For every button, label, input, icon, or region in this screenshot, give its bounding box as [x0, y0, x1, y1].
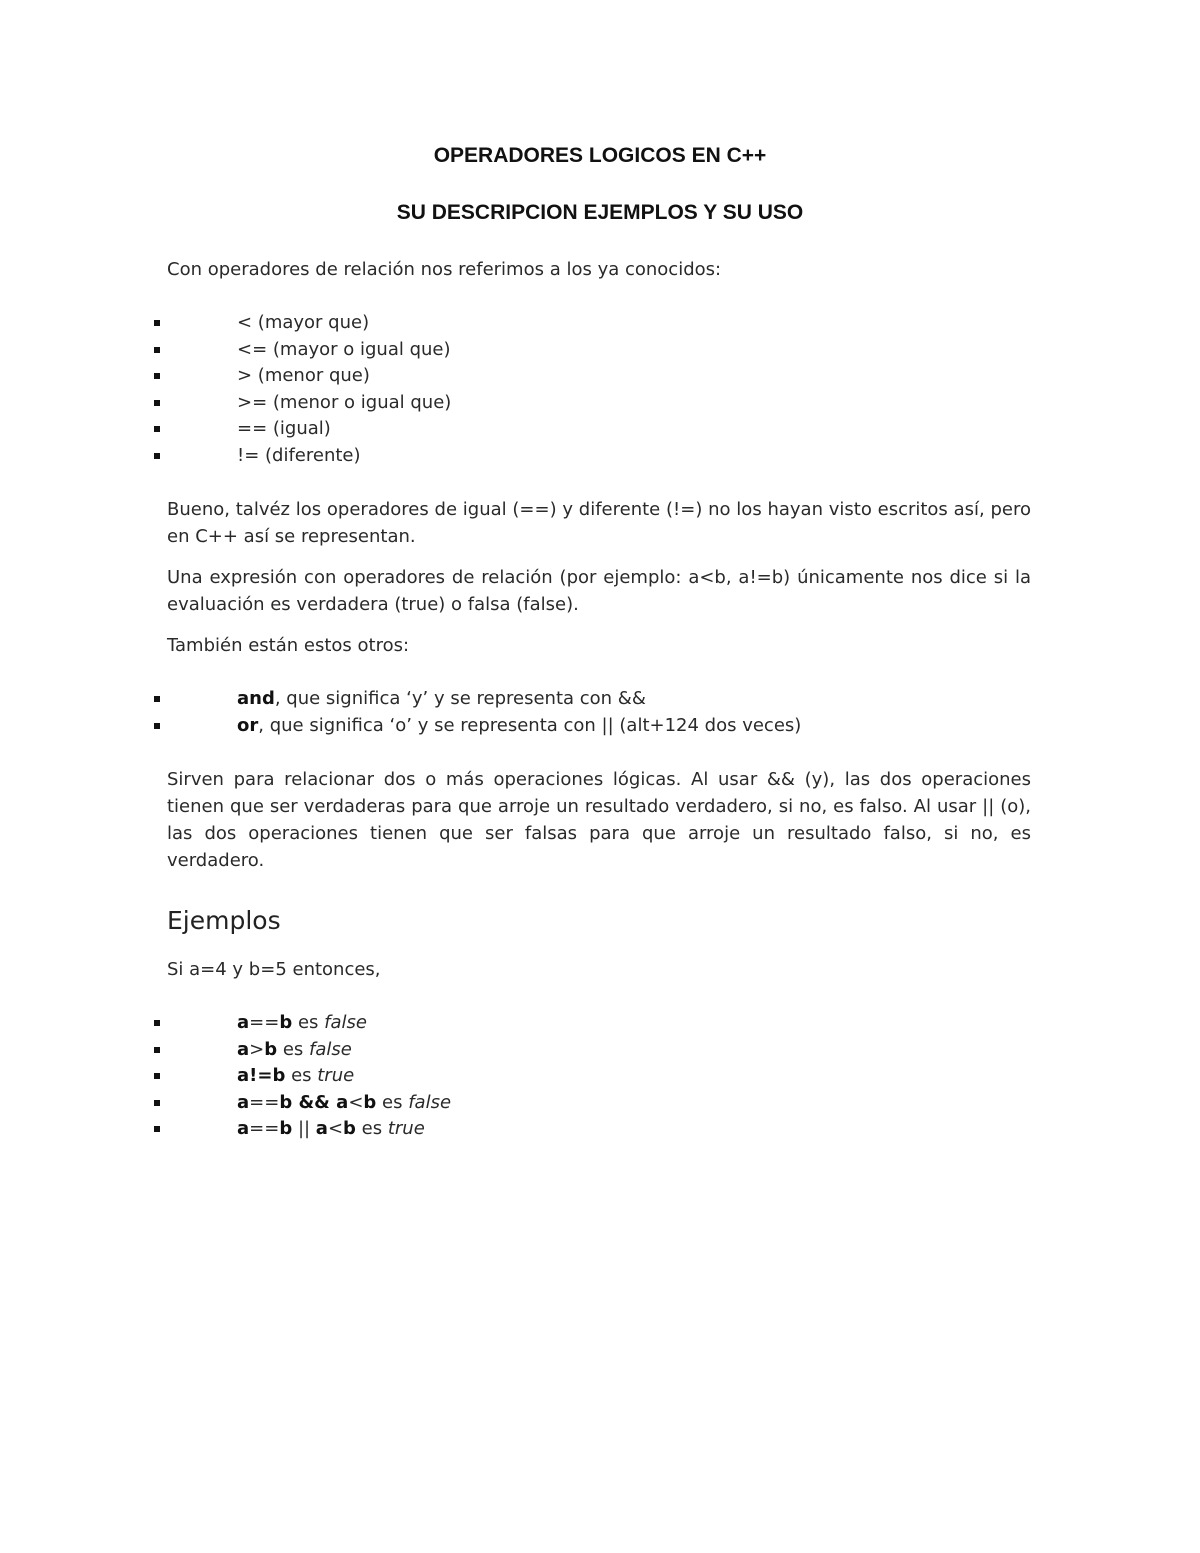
bullet-icon [154, 400, 160, 406]
bullet-icon [154, 1100, 160, 1106]
bullet-icon [154, 347, 160, 353]
intro-paragraph: Con operadores de relación nos referimos a los ya conocidos: [167, 259, 722, 280]
bullet-icon [154, 696, 160, 702]
document-title: OPERADORES LOGICOS EN C++ [433, 144, 767, 167]
bullet-icon [154, 1047, 160, 1053]
bullet-icon [154, 1020, 160, 1026]
bullet-icon [154, 320, 160, 326]
paragraph-equality-note: Bueno, talvéz los operadores de igual (==) y diferente (!=) no los hayan visto escritos así, pero en C++ así se representan. [167, 499, 1031, 547]
bullet-icon [154, 373, 160, 379]
bullet-icon [154, 723, 160, 729]
examples-heading: Ejemplos [167, 906, 281, 935]
keyword-and: and [237, 688, 275, 709]
examples-intro: Si a=4 y b=5 entonces, [167, 959, 381, 980]
paragraph-others-intro: También están estos otros: [167, 635, 410, 656]
document-page: OPERADORES LOGICOS EN C++ SU DESCRIPCION EJEMPLOS Y SU USO Con operadores de relación nos referimos a los ya conocidos: < (mayor que) <= (mayor o igual que) > (menor que) >= (menor o igual que) == (igual) != (diferente) Bueno, talvéz los operadores de igual (==) y diferente (!=) no los hayan visto escritos así, pero en C++ así se representan. Una expresión con operadores de relación (por ejemplo: a<b, a!=b) únicamente nos dice si la evaluación es verdadera (true) o falsa (false). También están estos otros: and, que significa ‘y’ y se representa con && or, que significa ‘o’ y se representa con || (alt+124 dos veces) Sirven para relacionar dos o más operaciones lógicas. Al usar && (y), las dos operaciones tienen que ser verdaderas para que arroje un resultado verdadero, si no, es falso. Al usar || (o), las dos operaciones tienen que ser falsas para que arroje un resultado falso, si no, es verdadero. Ejemplos Si a=4 y b=5 entonces, a==b es false a>b es false a!=b es true a==b && a<b es false a==b || a<b es true [0, 0, 1200, 1553]
bullet-icon [154, 1073, 160, 1079]
bullet-icon [154, 453, 160, 459]
keyword-or: or [237, 714, 259, 736]
document-subtitle: SU DESCRIPCION EJEMPLOS Y SU USO [396, 201, 804, 224]
bullet-icon [154, 1126, 160, 1132]
paragraph-usage-explanation: Sirven para relacionar dos o más operaciones lógicas. Al usar && (y), las dos operaciones tienen que ser verdaderas para que arroje un resultado verdadero, si no, es falso. Al usar || (o), las dos operaciones tienen que ser falsas para que arroje un resultado falso, si no, es verdadero. [167, 769, 1031, 871]
bullet-icon [154, 426, 160, 432]
paragraph-expression-note: Una expresión con operadores de relación (por ejemplo: a<b, a!=b) únicamente nos dice si la evaluación es verdadera (true) o falsa (false). [167, 567, 1031, 615]
